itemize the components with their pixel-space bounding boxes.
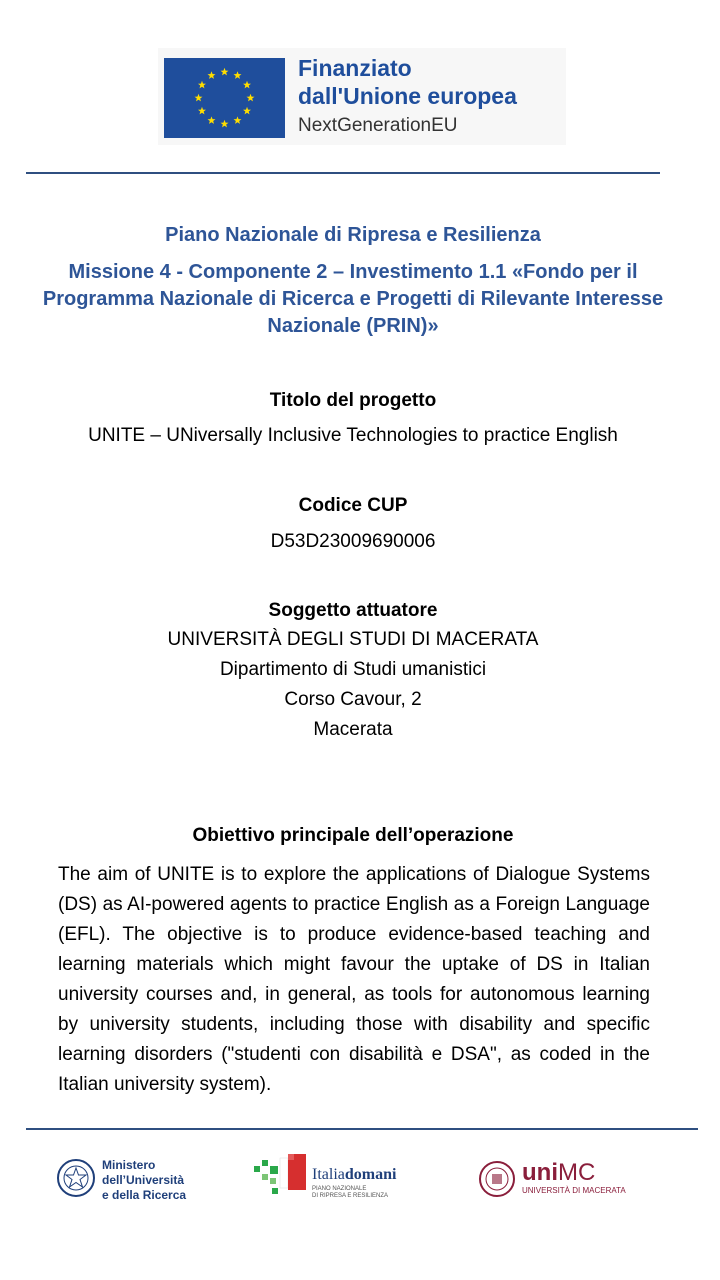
unimc-word-a: uni xyxy=(522,1159,558,1186)
top-divider xyxy=(26,172,660,174)
mur-line: dell’Università xyxy=(102,1173,185,1187)
implementing-body-label: Soggetto attuatore xyxy=(268,600,438,621)
project-title-value: UNITE – UNiversally Inclusive Technologies to practice English xyxy=(88,425,618,446)
unimc-logo xyxy=(478,1150,638,1210)
cup-value: D53D23009690006 xyxy=(270,531,436,552)
eu-line-nextgen: NextGenerationEU xyxy=(298,115,458,136)
mur-logo xyxy=(56,1150,206,1210)
eu-line-financed: Finanziato xyxy=(298,55,412,81)
implementing-body-address xyxy=(30,625,676,745)
italiadomani-sub: DI RIPRESA E RESILIENZA xyxy=(312,1193,389,1199)
eu-banner-text xyxy=(298,54,517,139)
objective-label: Obiettivo principale dell’operazione xyxy=(192,825,514,846)
pnrr-heading: Piano Nazionale di Ripresa e Resilienza xyxy=(165,224,541,246)
italiadomani-mark-icon xyxy=(252,1152,310,1200)
eu-flag-icon xyxy=(164,58,285,138)
address-line: UNIVERSITÀ DEGLI STUDI DI MACERATA xyxy=(167,629,539,650)
objective-text: The aim of UNITE is to explore the applications of Dialogue Systems (DS) as AI-powered agents to practice English as a Foreign Language (EFL). The objective is to produce evidence-based teaching and learning materials which might favour the uptake of DS in Italian university courses and, in general, as tools for autonomous learning by university students, including those with disability and specific learning disorders ("studenti con disabilità e DSA", as coded in the Italian university system). xyxy=(58,864,650,1095)
cup-label: Codice CUP xyxy=(298,495,408,516)
italiadomani-word-a: Italia xyxy=(312,1166,345,1183)
italiadomani-sub: PIANO NAZIONALE xyxy=(312,1186,367,1192)
project-title-label: Titolo del progetto xyxy=(269,390,437,411)
address-line: Dipartimento di Studi umanistici xyxy=(219,659,487,680)
mur-line: e della Ricerca xyxy=(102,1188,187,1202)
eu-line-union: dall'Unione europea xyxy=(298,83,517,109)
missione-heading: Missione 4 - Componente 2 – Investimento 1.1 «Fondo per il Programma Nazionale di Ricerca e Progetti di Rilevante Interesse Nazionale (PRIN)» xyxy=(42,261,664,337)
bottom-divider xyxy=(26,1128,698,1130)
university-seal-icon xyxy=(478,1160,516,1198)
italiadomani-logo xyxy=(252,1150,422,1210)
italiadomani-word-b: domani xyxy=(344,1166,397,1183)
address-line: Macerata xyxy=(313,719,393,740)
mur-line: Ministero xyxy=(102,1158,156,1172)
address-line: Corso Cavour, 2 xyxy=(284,689,422,710)
unimc-word-b: MC xyxy=(558,1159,596,1186)
unimc-subtitle: UNIVERSITÀ DI MACERATA xyxy=(522,1186,626,1195)
republic-emblem-icon xyxy=(56,1158,96,1198)
